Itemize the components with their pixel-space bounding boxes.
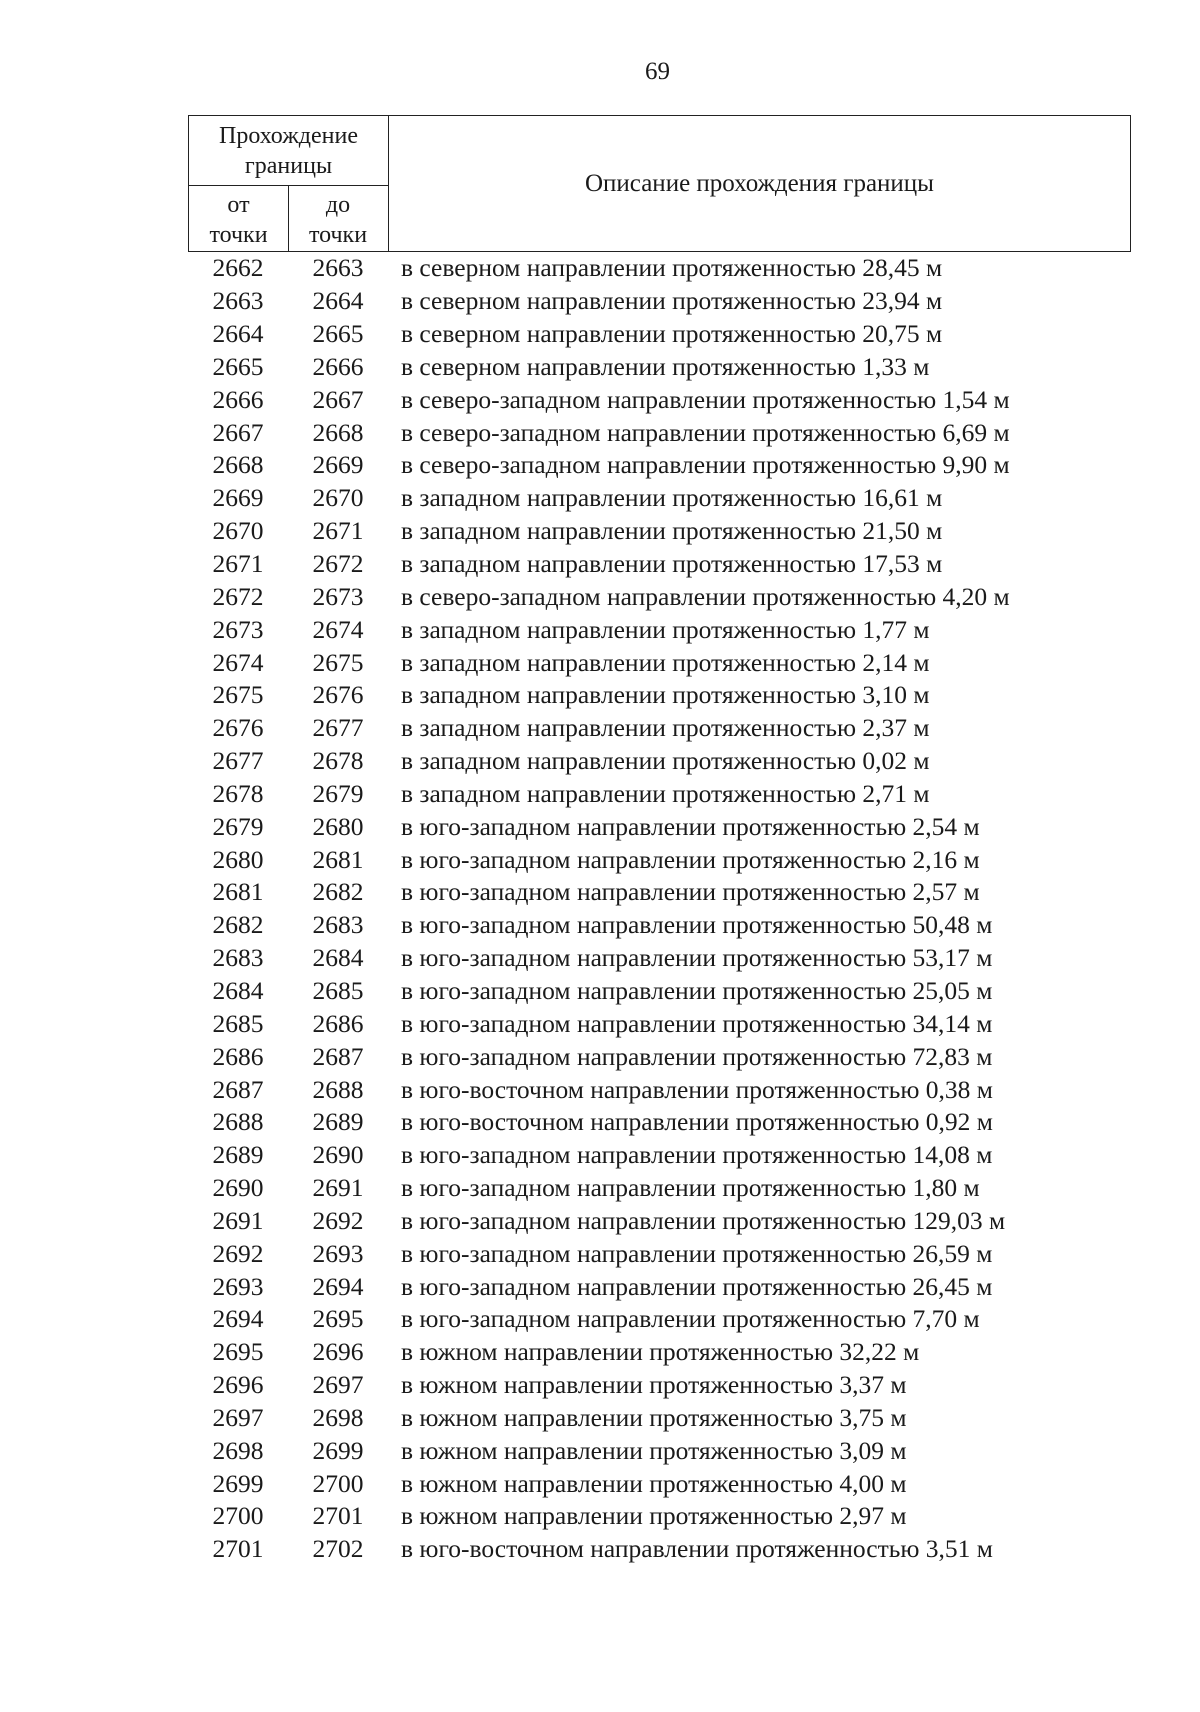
table-row: [188, 1336, 1138, 1369]
to-point-cell: 2685: [312, 975, 364, 1005]
from-point-cell: 2667: [212, 417, 264, 447]
from-point-cell: 2673: [212, 614, 264, 644]
description-cell: в южном направлении протяженностью 32,22 м: [401, 1337, 920, 1367]
description-cell: в юго-западном направлении протяженностью 7,70 м: [401, 1304, 980, 1334]
from-point-cell: 2674: [212, 647, 264, 677]
table-row: [188, 1007, 1138, 1040]
table-row: [188, 383, 1138, 416]
table-row: [188, 1434, 1138, 1467]
table-row: [188, 810, 1138, 843]
table-row: [188, 1237, 1138, 1270]
table-row: [188, 1106, 1138, 1139]
to-header-line2: точки: [308, 222, 368, 248]
description-cell: в южном направлении протяженностью 4,00 м: [401, 1468, 907, 1498]
table-row: [188, 1172, 1138, 1205]
table-row: [188, 778, 1138, 811]
from-point-cell: 2694: [212, 1304, 264, 1334]
to-point-cell: 2692: [312, 1205, 364, 1235]
to-point-cell: 2690: [312, 1140, 364, 1170]
description-cell: в западном направлении протяженностью 2,14 м: [401, 647, 930, 677]
table-row: [188, 449, 1138, 482]
from-point-cell: 2670: [212, 516, 264, 546]
to-point-cell: 2669: [312, 450, 364, 480]
description-cell: в северо-западном направлении протяженностью 9,90 м: [401, 450, 1010, 480]
table-row: [188, 1270, 1138, 1303]
description-cell: в юго-западном направлении протяженностью 26,45 м: [401, 1271, 993, 1301]
from-point-cell: 2691: [212, 1205, 264, 1235]
to-point-cell: 2676: [312, 680, 364, 710]
description-cell: в северо-западном направлении протяженностью 4,20 м: [401, 581, 1010, 611]
table-row: [188, 942, 1138, 975]
to-point-cell: 2664: [312, 286, 364, 316]
from-point-cell: 2692: [212, 1238, 264, 1268]
description-cell: в западном направлении протяженностью 21,50 м: [401, 516, 943, 546]
description-cell: в юго-восточном направлении протяженностью 0,92 м: [401, 1107, 993, 1137]
table-row: [188, 909, 1138, 942]
group-label-line2: границы: [244, 153, 333, 179]
description-cell: в юго-западном направлении протяженностью 34,14 м: [401, 1008, 993, 1038]
description-cell: в северном направлении протяженностью 28,45 м: [401, 253, 943, 283]
to-point-cell: 2697: [312, 1370, 364, 1400]
to-point-cell: 2684: [312, 943, 364, 973]
table-row: [188, 843, 1138, 876]
from-point-cell: 2669: [212, 483, 264, 513]
description-cell: в юго-западном направлении протяженностью 72,83 м: [401, 1041, 993, 1071]
from-point-cell: 2699: [212, 1468, 264, 1498]
to-point-cell: 2687: [312, 1041, 364, 1071]
table-row: [188, 679, 1138, 712]
from-point-header: [189, 186, 289, 251]
to-point-cell: 2668: [312, 417, 364, 447]
from-point-cell: 2689: [212, 1140, 264, 1170]
to-point-cell: 2681: [312, 844, 364, 874]
from-point-cell: 2700: [212, 1501, 264, 1531]
table-row: [188, 482, 1138, 515]
to-point-cell: 2665: [312, 319, 364, 349]
from-point-cell: 2696: [212, 1370, 264, 1400]
description-cell: в северо-западном направлении протяженностью 6,69 м: [401, 417, 1010, 447]
to-header-line1: до: [325, 192, 351, 218]
description-cell: в юго-западном направлении протяженностью 26,59 м: [401, 1238, 993, 1268]
table-row: [188, 646, 1138, 679]
table-row: [188, 1139, 1138, 1172]
description-cell: в юго-западном направлении протяженностью 2,57 м: [401, 877, 980, 907]
to-point-cell: 2667: [312, 384, 364, 414]
description-cell: в юго-восточном направлении протяженностью 0,38 м: [401, 1074, 993, 1104]
to-point-cell: 2672: [312, 549, 364, 579]
to-point-cell: 2674: [312, 614, 364, 644]
to-point-cell: 2679: [312, 778, 364, 808]
description-cell: в северном направлении протяженностью 20,75 м: [401, 319, 943, 349]
to-point-cell: 2698: [312, 1402, 364, 1432]
to-point-cell: 2686: [312, 1008, 364, 1038]
from-point-cell: 2672: [212, 581, 264, 611]
from-point-cell: 2665: [212, 351, 264, 381]
to-point-cell: 2700: [312, 1468, 364, 1498]
from-point-cell: 2698: [212, 1435, 264, 1465]
to-point-cell: 2682: [312, 877, 364, 907]
to-point-cell: 2699: [312, 1435, 364, 1465]
from-point-cell: 2693: [212, 1271, 264, 1301]
from-point-cell: 2701: [212, 1534, 264, 1564]
from-point-cell: 2681: [212, 877, 264, 907]
to-point-cell: 2689: [312, 1107, 364, 1137]
from-point-cell: 2663: [212, 286, 264, 316]
from-point-cell: 2678: [212, 778, 264, 808]
from-point-cell: 2683: [212, 943, 264, 973]
to-point-cell: 2688: [312, 1074, 364, 1104]
description-cell: в западном направлении протяженностью 0,02 м: [401, 746, 930, 776]
description-cell: в западном направлении протяженностью 1,77 м: [401, 614, 930, 644]
from-header-line1: от: [227, 192, 250, 218]
table-row: [188, 1402, 1138, 1435]
description-cell: в южном направлении протяженностью 3,75 м: [401, 1402, 907, 1432]
table-row: [188, 1500, 1138, 1533]
description-cell: в северном направлении протяженностью 23,94 м: [401, 286, 943, 316]
from-header-line2: точки: [209, 222, 268, 248]
description-header: Описание прохождения границы: [585, 169, 934, 197]
to-point-cell: 2693: [312, 1238, 364, 1268]
table-row: [188, 351, 1138, 384]
table-row: [188, 515, 1138, 548]
to-point-cell: 2677: [312, 713, 364, 743]
table-row: [188, 712, 1138, 745]
table-header: [188, 115, 1131, 252]
description-cell: в юго-западном направлении протяженностью 2,54 м: [401, 811, 980, 841]
from-point-cell: 2686: [212, 1041, 264, 1071]
description-cell: в юго-западном направлении протяженностью 50,48 м: [401, 910, 993, 940]
table-row: [188, 1369, 1138, 1402]
from-point-cell: 2680: [212, 844, 264, 874]
table-row: [188, 613, 1138, 646]
to-point-cell: 2675: [312, 647, 364, 677]
description-cell: в юго-восточном направлении протяженностью 3,51 м: [401, 1534, 993, 1564]
description-cell: в северном направлении протяженностью 1,33 м: [401, 351, 930, 381]
from-point-cell: 2666: [212, 384, 264, 414]
table-row: [188, 1073, 1138, 1106]
description-cell: в западном направлении протяженностью 2,37 м: [401, 713, 930, 743]
description-cell: в юго-западном направлении протяженностью 129,03 м: [401, 1205, 1006, 1235]
description-cell: в западном направлении протяженностью 16,61 м: [401, 483, 943, 513]
from-point-cell: 2684: [212, 975, 264, 1005]
from-point-cell: 2682: [212, 910, 264, 940]
from-point-cell: 2690: [212, 1173, 264, 1203]
table-row: [188, 416, 1138, 449]
from-point-cell: 2676: [212, 713, 264, 743]
table-row: [188, 252, 1138, 285]
to-point-cell: 2680: [312, 811, 364, 841]
table-row: [188, 1040, 1138, 1073]
description-cell: в южном направлении протяженностью 2,97 м: [401, 1501, 907, 1531]
to-point-cell: 2695: [312, 1304, 364, 1334]
to-point-cell: 2683: [312, 910, 364, 940]
to-point-cell: 2691: [312, 1173, 364, 1203]
from-point-cell: 2685: [212, 1008, 264, 1038]
from-point-cell: 2697: [212, 1402, 264, 1432]
description-cell: в юго-западном направлении протяженностью 25,05 м: [401, 975, 993, 1005]
from-point-cell: 2675: [212, 680, 264, 710]
table-body: [188, 252, 1138, 1566]
boundary-passage-header: [189, 116, 389, 251]
to-point-cell: 2673: [312, 581, 364, 611]
table-row: [188, 580, 1138, 613]
table-row: [188, 318, 1138, 351]
table-row: [188, 285, 1138, 318]
to-point-cell: 2666: [312, 351, 364, 381]
group-label-line1: Прохождение: [218, 123, 358, 149]
from-point-cell: 2668: [212, 450, 264, 480]
table-row: [188, 1467, 1138, 1500]
description-cell: в северо-западном направлении протяженностью 1,54 м: [401, 384, 1010, 414]
page-number: 69: [645, 58, 670, 85]
to-point-cell: 2678: [312, 746, 364, 776]
description-cell: в южном направлении протяженностью 3,09 м: [401, 1435, 907, 1465]
from-point-cell: 2664: [212, 319, 264, 349]
from-point-cell: 2662: [212, 253, 264, 283]
table-row: [188, 876, 1138, 909]
table-row: [188, 1204, 1138, 1237]
boundary-passage-group-label: [189, 116, 388, 186]
from-point-cell: 2688: [212, 1107, 264, 1137]
table-row: [188, 975, 1138, 1008]
table-row: [188, 745, 1138, 778]
description-cell: в западном направлении протяженностью 2,71 м: [401, 778, 930, 808]
to-point-cell: 2694: [312, 1271, 364, 1301]
description-cell: в юго-западном направлении протяженностью 14,08 м: [401, 1140, 993, 1170]
to-point-header: [289, 186, 387, 251]
from-point-cell: 2677: [212, 746, 264, 776]
table-row: [188, 1533, 1138, 1566]
to-point-cell: 2702: [312, 1534, 364, 1564]
from-point-cell: 2679: [212, 811, 264, 841]
to-point-cell: 2663: [312, 253, 364, 283]
table-row: [188, 1303, 1138, 1336]
description-cell: в южном направлении протяженностью 3,37 м: [401, 1370, 907, 1400]
table-row: [188, 548, 1138, 581]
from-point-cell: 2687: [212, 1074, 264, 1104]
description-cell: в юго-западном направлении протяженностью 1,80 м: [401, 1173, 980, 1203]
from-point-cell: 2695: [212, 1337, 264, 1367]
description-cell: в западном направлении протяженностью 3,10 м: [401, 680, 930, 710]
to-point-cell: 2701: [312, 1501, 364, 1531]
from-point-cell: 2671: [212, 549, 264, 579]
to-point-cell: 2671: [312, 516, 364, 546]
description-cell: в юго-западном направлении протяженностью 2,16 м: [401, 844, 980, 874]
to-point-cell: 2696: [312, 1337, 364, 1367]
to-point-cell: 2670: [312, 483, 364, 513]
description-cell: в западном направлении протяженностью 17,53 м: [401, 549, 943, 579]
description-cell: в юго-западном направлении протяженностью 53,17 м: [401, 943, 993, 973]
